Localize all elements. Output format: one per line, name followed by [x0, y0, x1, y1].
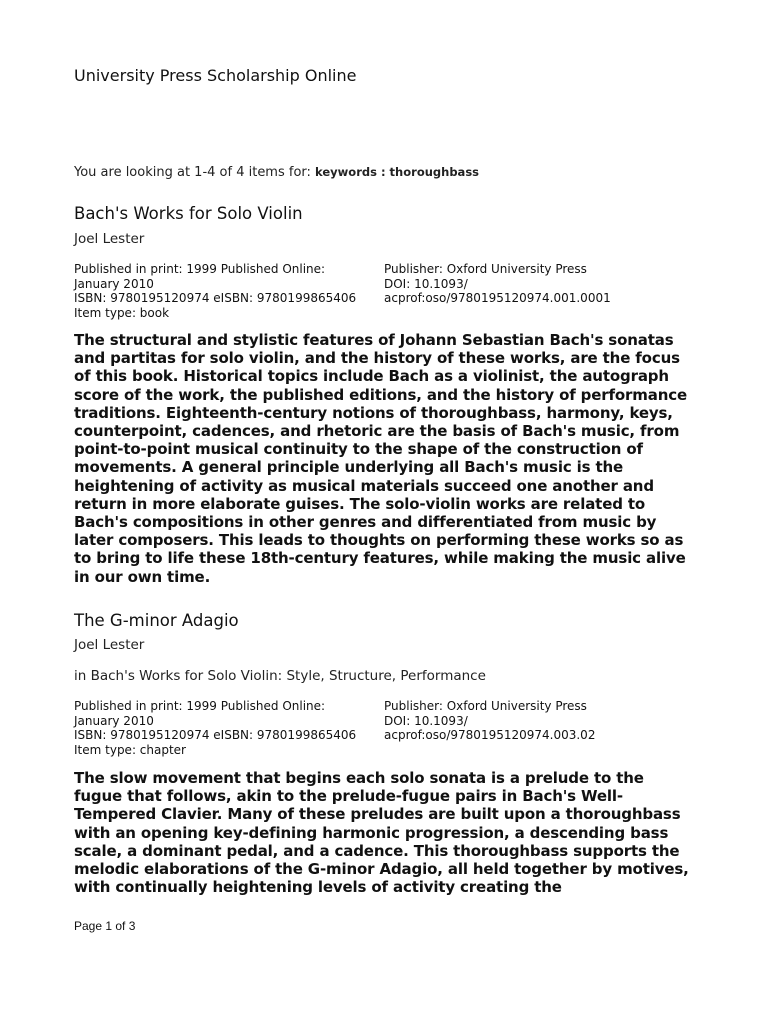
metadata-left-column — [74, 699, 379, 757]
published-online-date: January 2010 — [74, 276, 154, 291]
page-number: Page 1 of 3 — [74, 919, 136, 933]
metadata-right-column — [384, 699, 704, 743]
item-author: Joel Lester — [74, 231, 145, 247]
doi-value: acprof:oso/9780195120974.003.02 — [384, 728, 596, 743]
published-info: Published in print: 1999 Published Online: — [74, 699, 326, 713]
site-title: University Press Scholarship Online — [74, 66, 357, 85]
metadata-left-column — [74, 262, 379, 320]
item-type: Item type: book — [74, 305, 170, 320]
publisher-info: Publisher: Oxford University Press — [384, 699, 587, 713]
search-keywords: keywords : thoroughbass — [315, 165, 480, 179]
published-online-date: January 2010 — [74, 713, 154, 728]
item-title-link[interactable]: The G-minor Adagio — [74, 611, 239, 630]
item-type: Item type: chapter — [74, 742, 186, 757]
isbn-info: ISBN: 9780195120974 eISBN: 9780199865406 — [74, 291, 357, 306]
item-abstract: The slow movement that begins each solo sonata is a prelude to the fugue that follows, akin to the prelude-fugue pairs in Bach's Well-Tempered Clavier. Many of these preludes are built upon a thoroughbass with an opening key-defining harmonic progression, a descending bass scale, a dominant pedal, and a cadence. This thoroughbass supports the melodic elaborations of the G-minor Adagio, all held together by motives, with continually heightening levels of activity creating the — [74, 769, 689, 897]
item-parent-book: in Bach's Works for Solo Violin: Style, Structure, Performance — [74, 668, 486, 684]
isbn-info: ISBN: 9780195120974 eISBN: 9780199865406 — [74, 728, 357, 743]
item-metadata — [74, 699, 694, 759]
doi-value: acprof:oso/9780195120974.001.0001 — [384, 291, 611, 306]
doi-label: DOI: 10.1093/ — [384, 713, 468, 728]
publisher-info: Publisher: Oxford University Press — [384, 262, 587, 276]
item-metadata — [74, 262, 694, 322]
item-title-link[interactable]: Bach's Works for Solo Violin — [74, 204, 303, 223]
published-info: Published in print: 1999 Published Online: — [74, 262, 326, 276]
results-count-text: You are looking at 1-4 of 4 items for: — [74, 165, 316, 180]
metadata-right-column — [384, 262, 704, 306]
item-abstract: The structural and stylistic features of Johann Sebastian Bach's sonatas and partitas for solo violin, and the history of these works, are the focus of this book. Historical topics include Bach as a violinist, the autograph score of the work, the published editions, and the history of performance traditions. Eighteenth-century notions of thoroughbass, harmony, keys, counterpoint, cadences, and rhetoric are the basis of Bach's music, from point-to-point musical continuity to the shape of the construction of movements. A general principle underlying all Bach's music is the heightening of activity as musical materials succeed one another and return in more elaborate guises. The solo-violin works are related to Bach's compositions in other genres and differentiated from music by later composers. This leads to thoughts on performing these works so as to bring to life these 18th-century features, while making the music alive in our own time. — [74, 331, 688, 586]
results-summary — [74, 165, 479, 180]
doi-label: DOI: 10.1093/ — [384, 276, 468, 291]
item-author: Joel Lester — [74, 637, 145, 653]
